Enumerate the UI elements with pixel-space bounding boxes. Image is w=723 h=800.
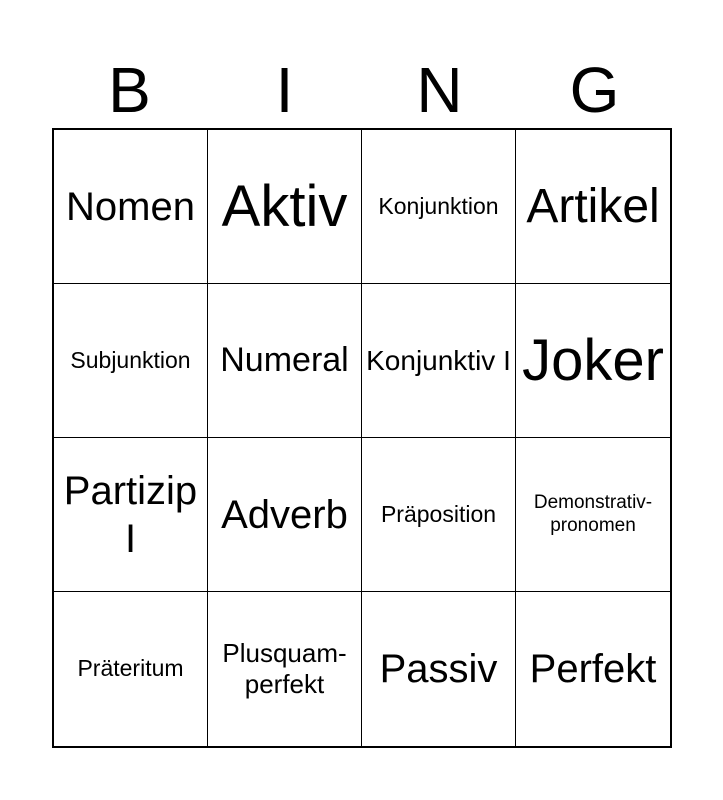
bingo-cell[interactable] — [362, 284, 516, 438]
bingo-cell[interactable] — [208, 284, 362, 438]
cell-label: Partizip I — [63, 468, 198, 561]
cell-label: Perfekt — [529, 647, 657, 691]
cell-label: Präteritum — [77, 655, 184, 682]
header-letter-b: B — [108, 54, 151, 126]
bingo-cell[interactable] — [208, 438, 362, 592]
bingo-cell[interactable] — [54, 438, 208, 592]
header-letter-g: G — [569, 54, 620, 126]
cell-label: Präposition — [380, 500, 497, 527]
cell-label: Subjunktion — [70, 346, 191, 373]
cell-label: Numeral — [220, 341, 349, 380]
bingo-cell[interactable] — [362, 438, 516, 592]
bingo-cell[interactable] — [208, 130, 362, 284]
cell-label: Artikel — [526, 179, 660, 233]
cell-label: Aktiv — [221, 173, 348, 239]
bingo-header — [52, 52, 672, 128]
bingo-cell[interactable] — [516, 592, 670, 746]
bingo-cell[interactable] — [208, 592, 362, 746]
cell-label: Konjunktion — [378, 192, 499, 219]
header-letter-i: I — [275, 54, 294, 126]
bingo-cell[interactable] — [54, 592, 208, 746]
bingo-cell[interactable] — [54, 130, 208, 284]
bingo-board — [52, 128, 672, 748]
bingo-cell[interactable] — [516, 284, 670, 438]
cell-label: Nomen — [66, 184, 195, 229]
cell-label: Joker — [522, 327, 664, 393]
bingo-cell[interactable] — [516, 438, 670, 592]
cell-label: Passiv — [379, 647, 498, 691]
cell-label: Demonstrativ-pronomen — [533, 491, 653, 536]
bingo-cell[interactable] — [362, 592, 516, 746]
bingo-cell[interactable] — [54, 284, 208, 438]
cell-label: Adverb — [221, 492, 348, 537]
bingo-cell[interactable] — [362, 130, 516, 284]
cell-label: Konjunktiv I — [366, 344, 511, 376]
header-letter-n: N — [416, 54, 463, 126]
bingo-cell[interactable] — [516, 130, 670, 284]
cell-label: Plusquam-perfekt — [222, 637, 347, 699]
